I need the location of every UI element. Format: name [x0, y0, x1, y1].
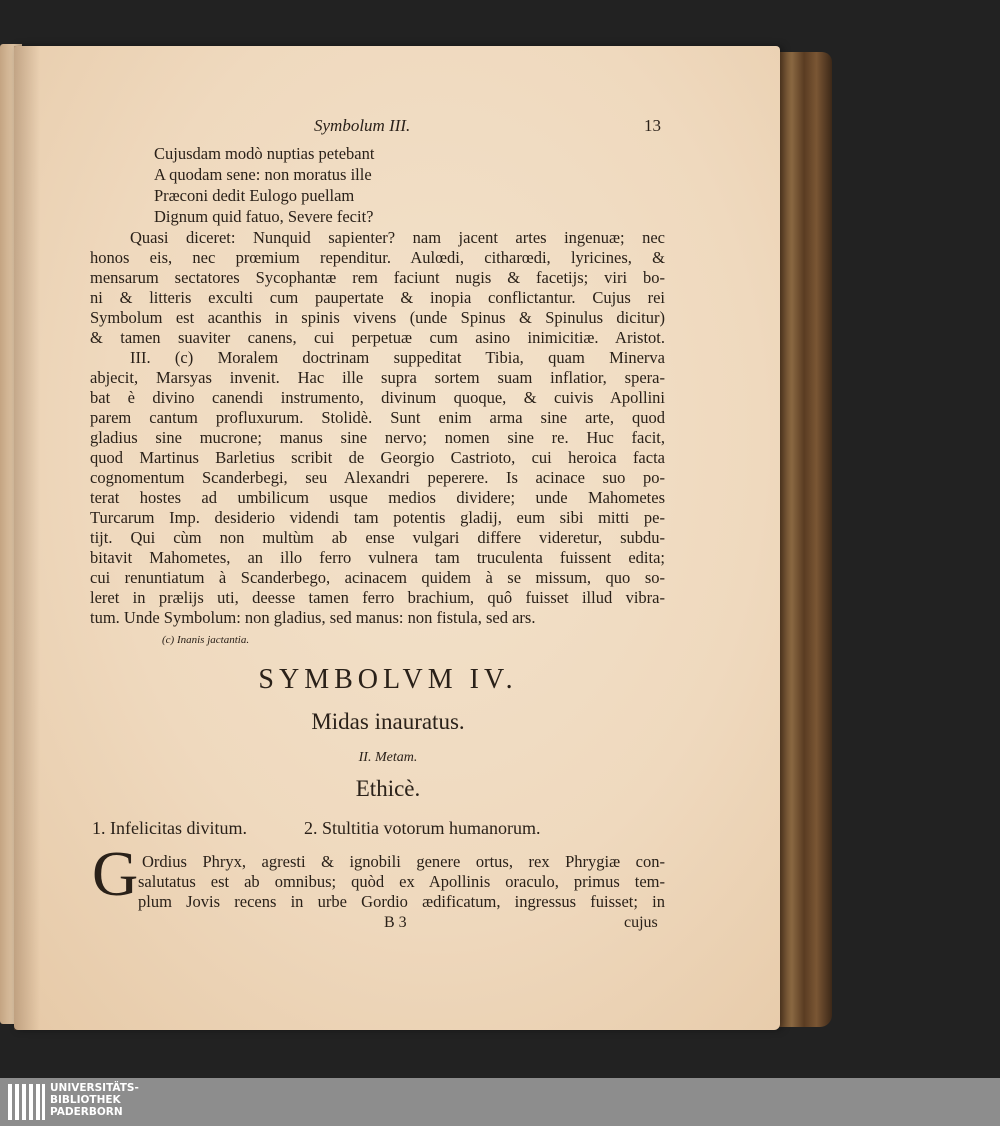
library-footer: [0, 1078, 1000, 1126]
prose-line: III. (c) Moralem doctrinam suppeditat Tibia, quam Minerva: [130, 348, 665, 367]
prose-line: gladius sine mucrone; manus sine nervo; nomen sine re. Huc facit,: [90, 428, 665, 447]
verse-line: A quodam sene: non moratus ille: [154, 165, 372, 184]
verse-line: Cujusdam modò nuptias petebant: [154, 144, 375, 163]
prose-line: cognomentum Scanderbegi, seu Alexandri peperere. Is acinace suo po-: [90, 468, 665, 487]
signature-mark: B 3: [384, 914, 407, 931]
drop-cap: G: [92, 838, 139, 909]
symbol-subtitle: Midas inauratus.: [311, 709, 465, 734]
prose-line: cui renuntiatum à Scanderbego, acinacem quidem à se missum, quo so-: [90, 568, 665, 587]
prose-line: parem cantum profluxurum. Stolidè. Sunt enim arma sine arte, quod: [90, 408, 665, 427]
running-head: Symbolum III.: [314, 116, 411, 135]
book-page: [14, 46, 780, 1030]
prose-line: terat hostes ad umbilicum usque medios dividere; unde Mahometes: [90, 488, 665, 507]
prose-line: tijt. Qui cùm non multùm ab ense vulgari differe videretur, subdu-: [90, 528, 665, 547]
prose-line: mensarum sectatores Sycophantæ rem faciunt nugis & facetijs; viri bo-: [90, 268, 665, 287]
page-gutter-shadow: [14, 46, 40, 1030]
section-title: Ethicè.: [355, 776, 421, 801]
prose-line: & tamen suaviter canens, cui perpetuæ cum asino inimicitiæ. Aristot.: [90, 328, 665, 347]
library-logo-icon: [8, 1084, 46, 1120]
prose-line: bat è divino canendi instrumento, divinum quoque, & cuivis Apollini: [90, 388, 665, 407]
prose-line: Quasi diceret: Nunquid sapienter? nam jacent artes ingenuæ; nec: [130, 228, 665, 247]
intro-line: Ordius Phryx, agresti & ignobili genere ortus, rex Phrygiæ con-: [142, 852, 665, 871]
prose-line: bitavit Mahometes, an illo ferro vulnera tam truculenta fuissent edita;: [90, 548, 665, 567]
intro-line: salutatus est ab omnibus; quòd ex Apollinis oraculo, primus tem-: [138, 872, 665, 891]
library-name-line: UNIVERSITÄTS-: [50, 1082, 139, 1094]
prose-line: leret in prælijs uti, deesse tamen ferro brachium, quô fuisset illud vibra-: [90, 588, 665, 607]
footnote: (c) Inanis jactantia.: [162, 634, 250, 646]
prose-line: honos eis, nec prœmium rependitur. Aulœdi, citharœdi, lyricines, &: [90, 248, 665, 267]
page-number: 13: [644, 116, 661, 135]
library-name-line: BIBLIOTHEK: [50, 1094, 121, 1106]
prose-line: abjecit, Marsyas invenit. Hac ille supra sortem suam inflatior, spera-: [90, 368, 665, 387]
prose-line: ni & litteris exculti cum paupertate & inopia conflictantur. Cujus rei: [90, 288, 665, 307]
prose-line: quod Martinus Barletius scribit de Georgio Castrioto, cui heroica facta: [90, 448, 665, 467]
prose-line: Turcarum Imp. desiderio videndi tam potentis gladij, eum sibi mitti pe-: [90, 508, 665, 527]
catchword: cujus: [624, 914, 658, 931]
prose-line: Symbolum est acanthis in spinis vivens (unde Spinus & Spinulus dicitur): [90, 308, 665, 327]
source-reference: II. Metam.: [358, 750, 418, 765]
intro-line: plum Jovis recens in urbe Gordio ædificatum, ingressus fuisset; in: [138, 892, 665, 911]
topic-heading: 2. Stultitia votorum humanorum.: [304, 818, 541, 838]
prose-line: tum. Unde Symbolum: non gladius, sed manus: non fistula, sed ars.: [90, 608, 536, 627]
verse-line: Præconi dedit Eulogo puellam: [154, 186, 355, 205]
topic-heading: 1. Infelicitas divitum.: [92, 818, 247, 838]
library-name-line: PADERBORN: [50, 1106, 123, 1118]
symbol-title: SYMBOLVM IV.: [258, 664, 518, 695]
library-name: [50, 1082, 139, 1118]
verse-line: Dignum quid fatuo, Severe fecit?: [154, 207, 374, 226]
